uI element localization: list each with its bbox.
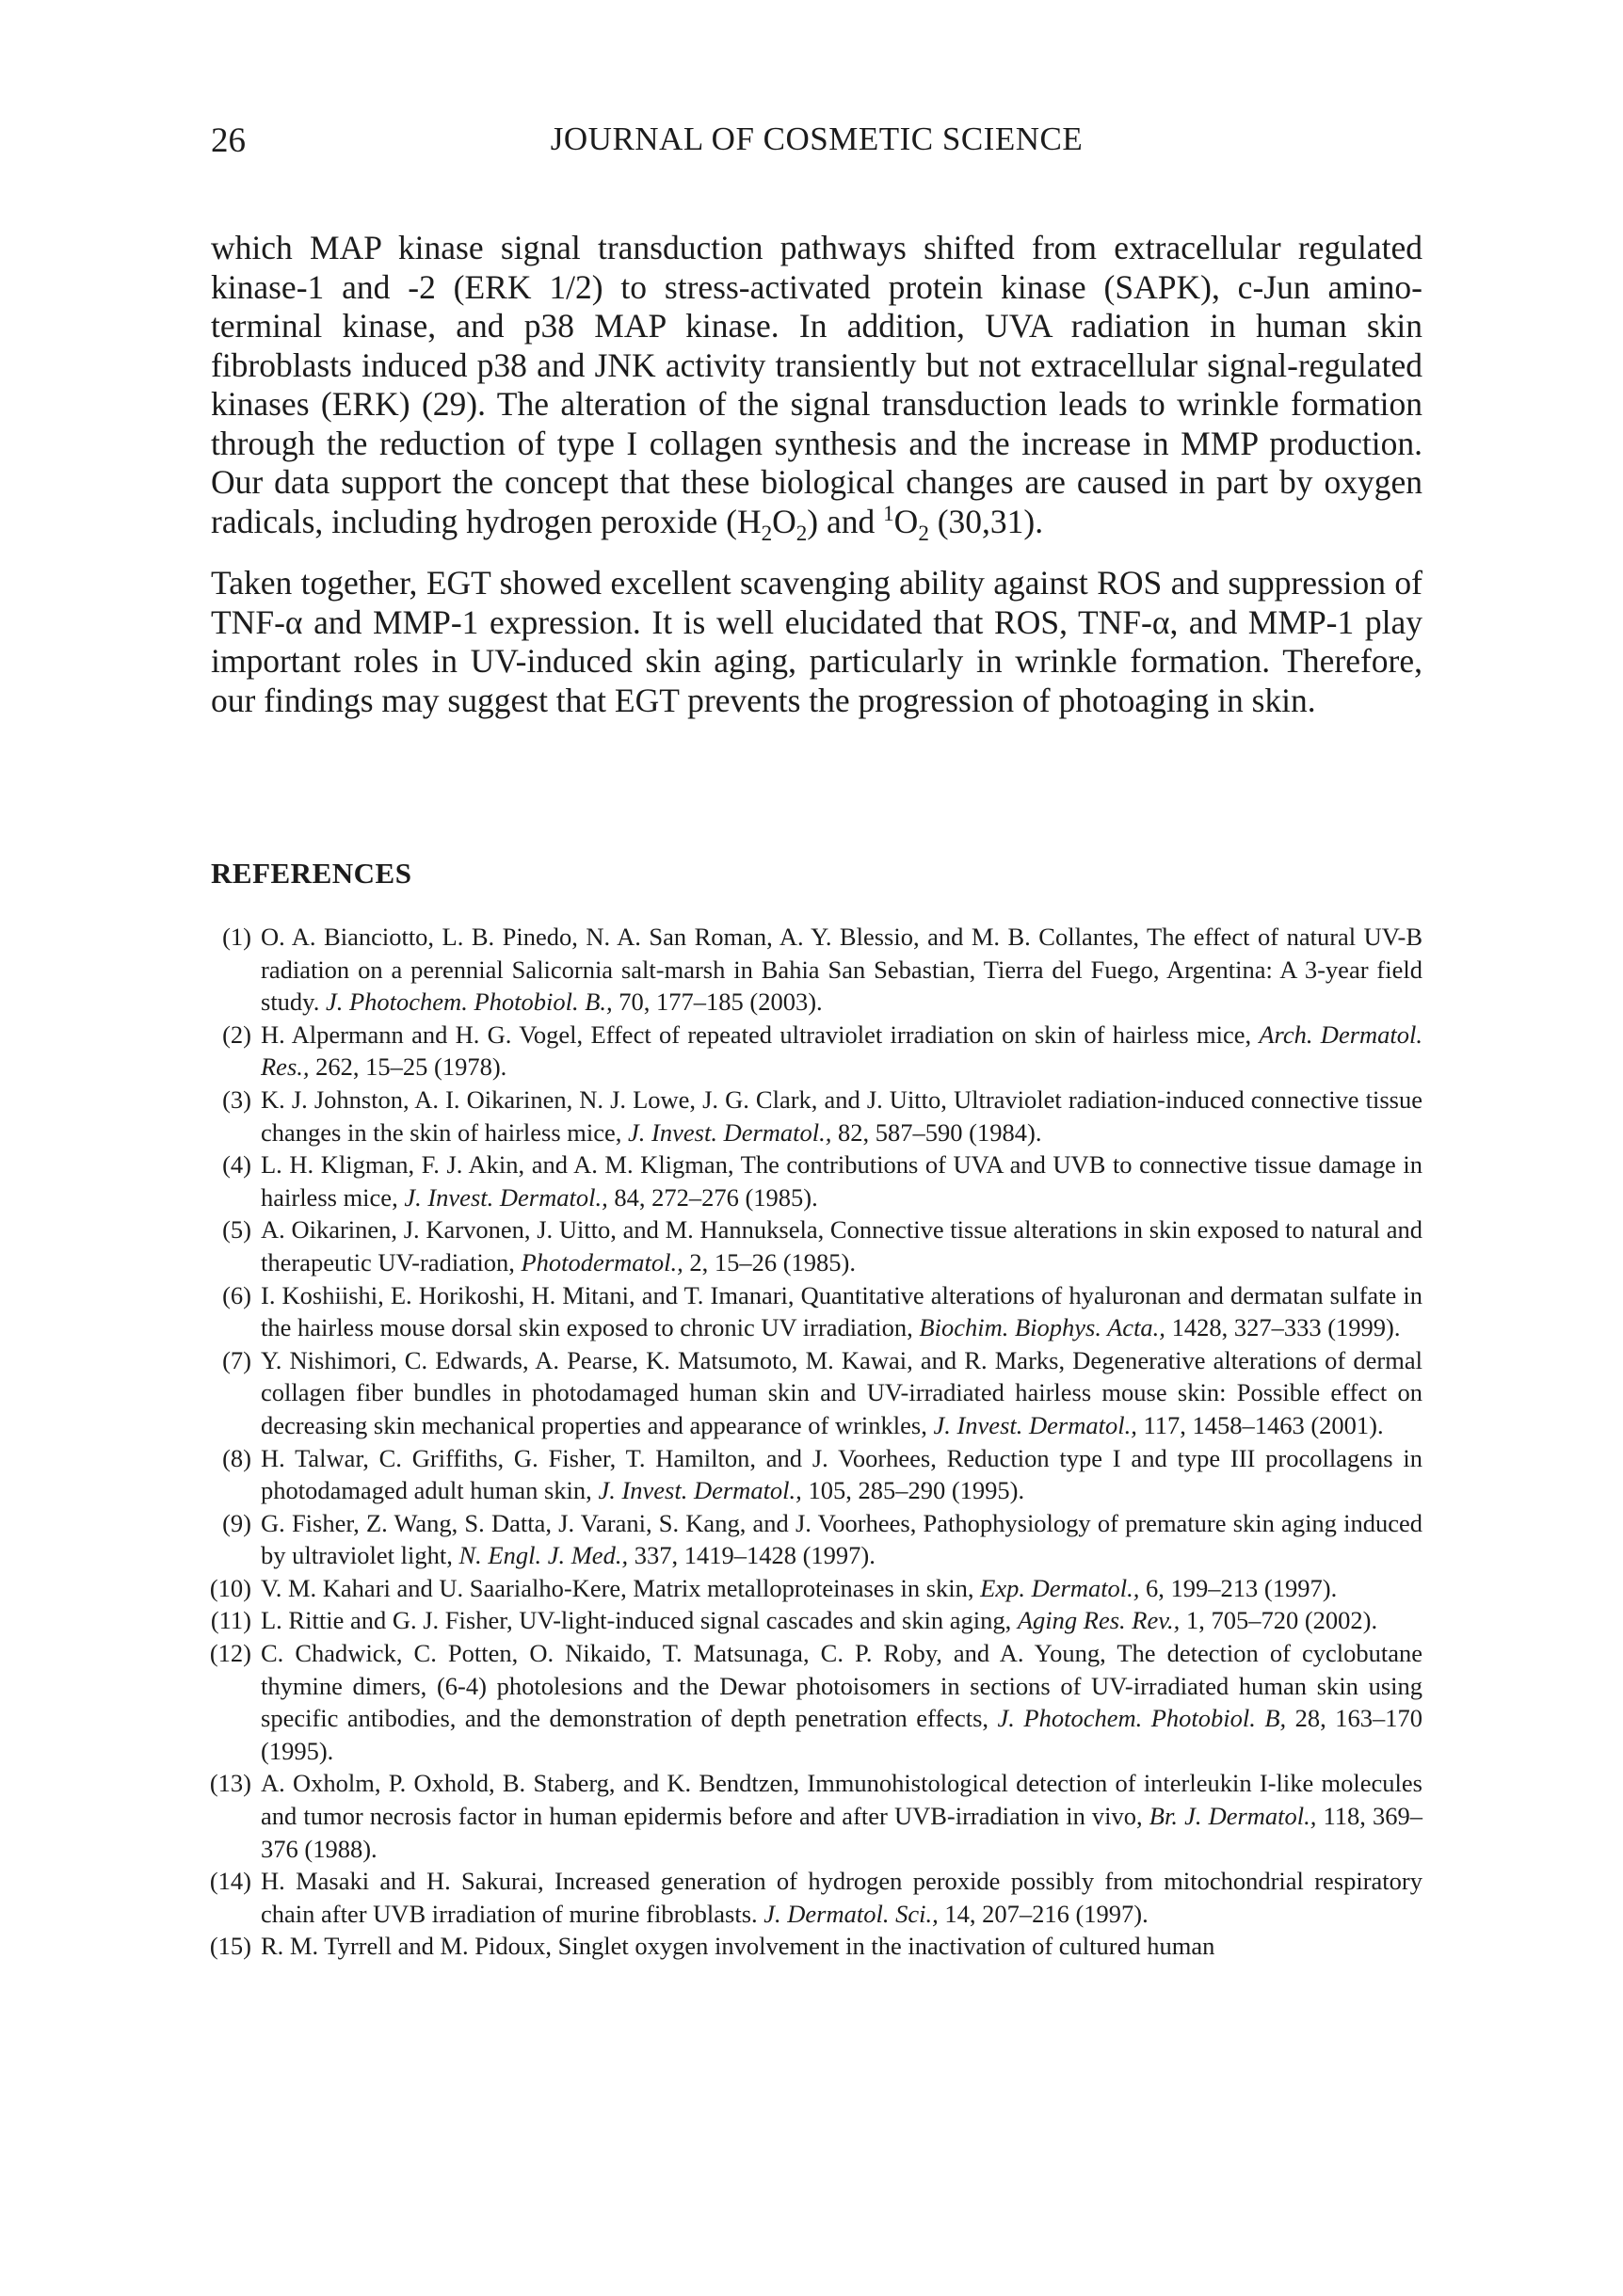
reference-item — [193, 1637, 1422, 1767]
references-heading: REFERENCES — [211, 857, 412, 890]
paragraph-text: O — [772, 502, 796, 540]
reference-volume: 2, — [689, 1247, 709, 1276]
reference-item — [193, 1767, 1422, 1865]
reference-pages-year: 1458–1463 (2001). — [1192, 1410, 1384, 1439]
reference-number: (4) — [222, 1150, 251, 1180]
reference-journal: J. Dermatol. Sci., — [763, 1899, 939, 1928]
reference-text: G. Fisher, Z. Wang, S. Datta, J. Varani, S. Kang, and J. Voorhees, Pathophysiology of premature skin aging induced by ultraviolet light, — [261, 1508, 1422, 1570]
reference-text: K. J. Johnston, A. I. Oikarinen, N. J. Lowe, J. G. Clark, and J. Uitto, Ultraviolet radiation-induced connective tissue changes in the skin of hairless mice, — [261, 1084, 1422, 1147]
reference-text: I. Koshiishi, E. Horikoshi, H. Mitani, and T. Imanari, Quantitative alterations of hyaluronan and dermatan sulfate in the hairless mouse dorsal skin exposed to chronic UV irradiation, — [261, 1280, 1422, 1342]
reference-text: L. H. Kligman, F. J. Akin, and A. M. Kligman, The contributions of UVA and UVB to connective tissue damage in hairless mice, — [261, 1150, 1422, 1212]
reference-number: (11) — [210, 1606, 251, 1635]
reference-volume: 118, — [1323, 1802, 1366, 1831]
reference-text: H. Talwar, C. Griffiths, G. Fisher, T. Hamilton, and J. Voorhees, Reduction type I and type III procollagens in photodamaged adult human skin, — [261, 1443, 1422, 1505]
reference-number: (9) — [222, 1508, 251, 1537]
reference-journal: J. Invest. Dermatol., — [628, 1117, 832, 1147]
reference-number: (12) — [209, 1639, 251, 1668]
reference-number: (1) — [222, 923, 251, 951]
reference-pages-year: 369–376 (1988). — [261, 1802, 1423, 1863]
reference-item — [193, 1148, 1422, 1213]
reference-list — [193, 921, 1422, 1963]
reference-item — [193, 1507, 1422, 1572]
reference-journal: J. Photochem. Photobiol. B., — [325, 987, 613, 1017]
paragraph-text: (30,31). — [928, 502, 1044, 540]
reference-journal: Biochim. Biophys. Acta., — [919, 1313, 1165, 1342]
page-number: 26 — [211, 121, 246, 160]
reference-number: (6) — [222, 1280, 251, 1309]
reference-pages-year: 207–216 (1997). — [982, 1899, 1149, 1928]
reference-pages-year: 285–290 (1995). — [858, 1476, 1025, 1505]
reference-item — [193, 1604, 1422, 1637]
reference-text: H. Masaki and H. Sakurai, Increased generation of hydrogen peroxide possibly from mitochondrial respiratory chain after UVB irradiation of murine fibroblasts. — [261, 1867, 1422, 1928]
reference-volume: 28, — [1294, 1704, 1326, 1733]
reference-volume: 117, — [1143, 1410, 1186, 1439]
reference-item — [193, 1865, 1422, 1930]
reference-number: (13) — [209, 1769, 251, 1798]
reference-text: V. M. Kahari and U. Saarialho-Kere, Matrix metalloproteinases in skin, — [261, 1573, 974, 1602]
reference-volume: 70, — [619, 987, 651, 1017]
reference-number: (5) — [222, 1215, 251, 1244]
reference-pages-year: 15–26 (1985). — [714, 1247, 856, 1276]
reference-pages-year: 587–590 (1984). — [875, 1117, 1042, 1147]
reference-volume: 262, — [315, 1052, 360, 1082]
reference-item — [193, 921, 1422, 1019]
subscript: 2 — [918, 520, 929, 545]
reference-pages-year: 177–185 (2003). — [656, 987, 823, 1017]
paragraph-text: ) and — [807, 502, 884, 540]
reference-item — [193, 1019, 1422, 1084]
reference-item — [193, 1442, 1422, 1507]
reference-journal: J. Invest. Dermatol., — [598, 1476, 802, 1505]
reference-number: (10) — [209, 1573, 251, 1602]
reference-journal: Aging Res. Rev., — [1017, 1606, 1181, 1635]
reference-volume: 84, — [614, 1182, 646, 1212]
reference-pages-year: 163–170 (1995). — [261, 1704, 1423, 1765]
superscript: 1 — [883, 500, 894, 525]
journal-running-head: JOURNAL OF COSMETIC SCIENCE — [550, 120, 1084, 157]
reference-text: L. Rittie and G. J. Fisher, UV-light-induced signal cascades and skin aging, — [261, 1606, 1012, 1635]
reference-pages-year: 705–720 (2002). — [1211, 1606, 1378, 1635]
reference-number: (2) — [222, 1020, 251, 1049]
reference-volume: 1428, — [1171, 1313, 1229, 1342]
reference-volume: 105, — [808, 1476, 852, 1505]
reference-text: A. Oikarinen, J. Karvonen, J. Uitto, and M. Hannuksela, Connective tissue alterations in skin exposed to natural and therapeutic UV-radiation, — [261, 1215, 1422, 1276]
reference-pages-year: 199–213 (1997). — [1170, 1573, 1338, 1602]
reference-number: (8) — [222, 1443, 251, 1472]
page-header — [211, 120, 1422, 177]
reference-journal: J. Invest. Dermatol., — [404, 1182, 608, 1212]
reference-text: O. A. Bianciotto, L. B. Pinedo, N. A. San Roman, A. Y. Blessio, and M. B. Collantes, The effect of natural UV-B radiation on a perennial Salicornia salt-marsh in Bahia San Sebastian, Tierra del Fuego, Argentina: A 3-year field study. — [261, 923, 1422, 1017]
reference-text: A. Oxholm, P. Oxhold, B. Staberg, and K. Bendtzen, Immunohistological detection of interleukin I-like molecules and tumor necrosis factor in human epidermis before and after UVB-irradiation in vivo, — [261, 1769, 1422, 1831]
reference-journal: Arch. Dermatol. Res., — [261, 1020, 1423, 1082]
body-paragraph-2: Taken together, EGT showed excellent scavenging ability against ROS and suppression of TNF-α and MMP-1 expression. It is well elucidated that ROS, TNF-α, and MMP-1 play important roles in UV-induced skin aging, particularly in wrinkle formation. Therefore, our findings may suggest that EGT prevents the progression of photoaging in skin. — [211, 564, 1422, 719]
reference-volume: 82, — [838, 1117, 870, 1147]
reference-item — [193, 1213, 1422, 1278]
reference-pages-year: 327–333 (1999). — [1233, 1313, 1401, 1342]
reference-number: (7) — [222, 1345, 251, 1374]
paragraph-text: which MAP kinase signal transduction pathways shifted from extracellular regulated kinase-1 and -2 (ERK 1/2) to stress-activated protein kinase (SAPK), c-Jun amino-terminal kinase, and p38 MAP kinase. In addition, UVA radiation in human skin fibroblasts induced p38 and JNK activity transiently but not extracellular signal-regulated kinases (ERK) (29). The alteration of the signal transduction leads to wrinkle formation through the reduction of type I collagen synthesis and the increase in MMP production. Our data support the concept that these biological changes are caused in part by oxygen radicals, including hydrogen peroxide (H — [211, 229, 1422, 540]
reference-text: R. M. Tyrrell and M. Pidoux, Singlet oxygen involvement in the inactivation of cultured human — [261, 1932, 1215, 1961]
reference-journal: Exp. Dermatol., — [980, 1573, 1140, 1602]
reference-pages-year: 15–25 (1978). — [365, 1052, 507, 1082]
reference-item — [193, 1084, 1422, 1148]
reference-item — [193, 1930, 1422, 1963]
body-paragraph-1 — [211, 229, 1422, 545]
reference-journal: J. Photochem. Photobiol. B, — [997, 1704, 1287, 1733]
reference-text: H. Alpermann and H. G. Vogel, Effect of repeated ultraviolet irradiation on skin of hairless mice, — [261, 1020, 1252, 1049]
reference-number: (15) — [209, 1932, 251, 1961]
subscript: 2 — [761, 520, 773, 545]
paragraph-text: O — [893, 502, 919, 540]
reference-volume: 337, — [634, 1541, 679, 1570]
reference-text: C. Chadwick, C. Potten, O. Nikaido, T. Matsunaga, C. P. Roby, and A. Young, The detection of cyclobutane thymine dimers, (6-4) photolesions and the Dewar photoisomers in sections of UV-irradiated human skin using specific antibodies, and the demonstration of depth penetration effects, — [261, 1639, 1422, 1733]
reference-item — [193, 1344, 1422, 1442]
reference-number: (3) — [222, 1084, 251, 1114]
reference-journal: Br. J. Dermatol., — [1149, 1802, 1317, 1831]
reference-number: (14) — [209, 1867, 251, 1896]
reference-text: Y. Nishimori, C. Edwards, A. Pearse, K. Matsumoto, M. Kawai, and R. Marks, Degenerative alterations of dermal collagen fiber bundles in photodamaged human skin and UV-irradiated hairless mouse skin: Possible effect on decreasing skin mechanical properties and appearance of wrinkles, — [261, 1345, 1422, 1439]
reference-journal: Photodermatol., — [521, 1247, 683, 1276]
reference-pages-year: 1419–1428 (1997). — [683, 1541, 876, 1570]
reference-volume: 14, — [944, 1899, 976, 1928]
reference-volume: 1, — [1185, 1606, 1205, 1635]
reference-item — [193, 1572, 1422, 1605]
reference-item — [193, 1279, 1422, 1344]
reference-volume: 6, — [1146, 1573, 1165, 1602]
reference-journal: J. Invest. Dermatol., — [933, 1410, 1137, 1439]
reference-journal: N. Engl. J. Med., — [458, 1541, 629, 1570]
reference-pages-year: 272–276 (1985). — [651, 1182, 818, 1212]
subscript: 2 — [795, 520, 808, 545]
